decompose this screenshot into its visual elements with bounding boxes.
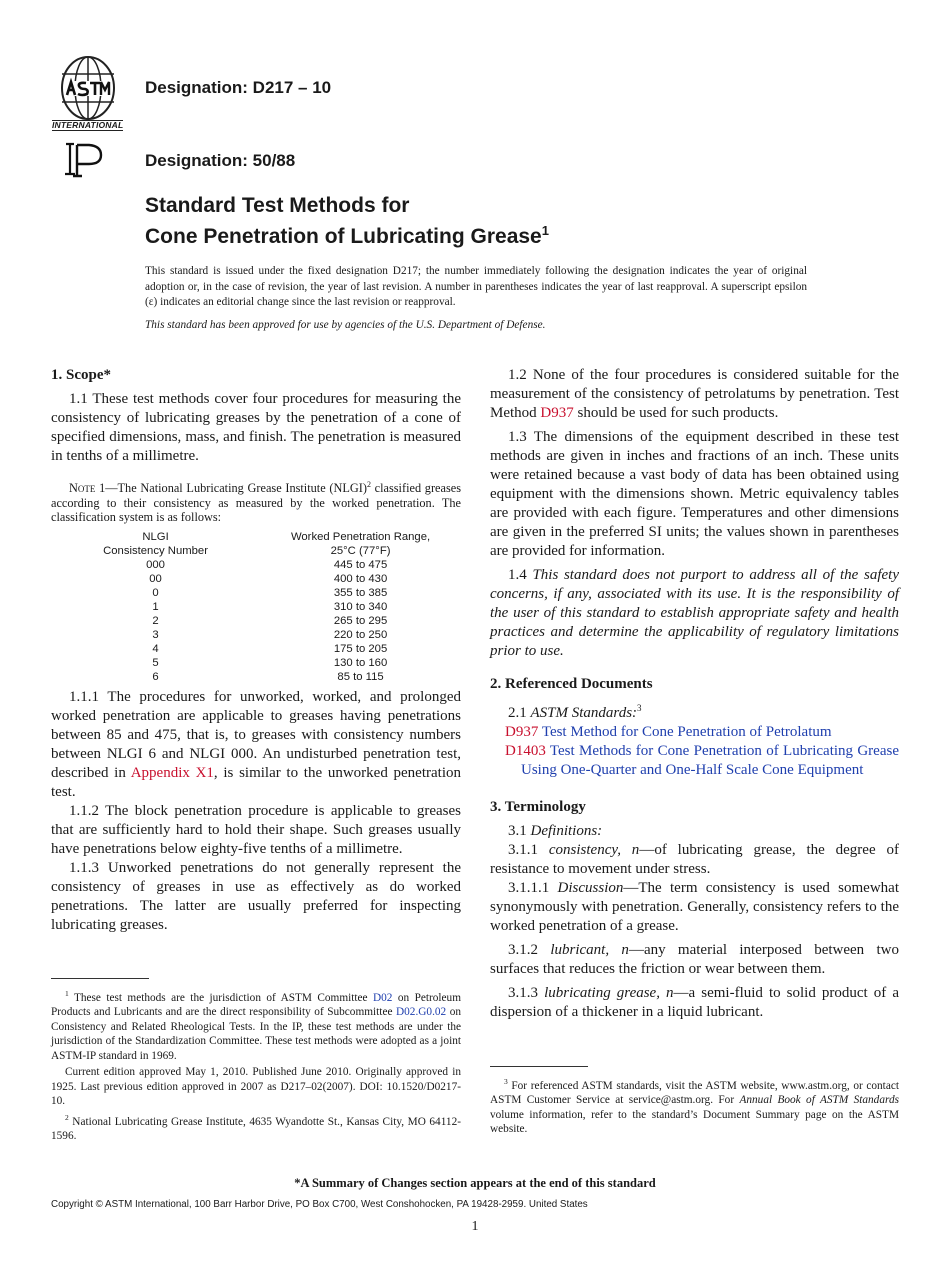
d937-link[interactable]: D937	[540, 405, 574, 421]
reference-d937-code[interactable]: D937	[505, 724, 539, 740]
para-2-1-num: 2.1	[508, 705, 531, 721]
note-1	[51, 478, 461, 525]
logo-text: INTERNATIONAL	[52, 120, 124, 130]
para-3-1-1	[490, 841, 899, 879]
footnote-1-text-a: These test methods are the jurisdiction of ASTM Committee	[68, 991, 373, 1004]
terminology-heading: 3. Terminology	[490, 799, 586, 815]
footnote-3-num: 3	[504, 1077, 508, 1086]
table-cell-grade: 3	[152, 628, 159, 641]
left-column	[51, 366, 461, 935]
para-3-1-1-1-num: 3.1.1.1	[508, 880, 558, 896]
definition-lubricating-grease: —a semi-fluid to solid product of a dispersion of a thickener in a liquid lubricant.	[490, 985, 899, 1020]
para-3-1-3-num: 3.1.3	[508, 985, 545, 1001]
copyright: Copyright © ASTM International, 100 Barr Harbor Drive, PO Box C700, West Conshohocken, PA 19428-2959. United States	[51, 1199, 588, 1210]
para-1-1: 1.1 These test methods cover four procedures for measuring the consistency of lubricating greases by the penetration of a cone of specified dimensions, mass, and finish. The penetration is measured in tenths of a millimetre.	[51, 391, 461, 464]
title-footnote-ref: 1	[541, 223, 549, 238]
footnote-3-italic: Annual Book of ASTM Standards	[739, 1094, 900, 1107]
table-header	[51, 530, 461, 558]
para-1-1-1	[51, 688, 461, 802]
footnote-1-num: 1	[65, 989, 69, 998]
table-cell-grade: 2	[152, 614, 159, 627]
footnote-3	[490, 1075, 899, 1137]
col-header-nlgi-1: NLGI	[142, 530, 169, 543]
para-3-1-num: 3.1	[508, 823, 531, 839]
table-cell-range: 220 to 250	[333, 628, 388, 641]
table-cell-grade: 1	[152, 600, 159, 613]
discussion-text: —The term consistency is used somewhat synonymously with penetration. Generally, consistency refers to the worked penetration of a grease.	[490, 880, 899, 934]
reference-d937[interactable]	[490, 723, 899, 742]
page-title	[145, 193, 549, 249]
title-line-2-text: Cone Penetration of Lubricating Grease	[145, 225, 542, 248]
table-cell-range: 310 to 340	[333, 600, 388, 613]
issue-note: This standard is issued under the fixed designation D217; the number immediately following the designation indicates the year of original adoption or, in the case of revision, the year of last revision. A number in parentheses indicates the year of last reapproval. A superscript epsilon (ε) indicates an editorial change since the last revision or reapproval.	[145, 265, 807, 308]
para-3-1	[490, 822, 899, 841]
astm-designation: Designation: D217 – 10	[145, 78, 332, 97]
note-1-text-b: classified greases according to their consistency as measured by the worked penetration. The classification system is as follows:	[51, 481, 461, 525]
summary-of-changes-note: *A Summary of Changes section appears at the end of this standard	[294, 1176, 656, 1190]
para-1-4	[490, 566, 899, 661]
col-header-nlgi	[51, 530, 260, 558]
term-lubricant: lubricant, n	[550, 942, 629, 958]
ip-designation: Designation: 50/88	[145, 151, 296, 170]
footnote-rule-right	[490, 1066, 588, 1067]
table-cell-range: 265 to 295	[333, 614, 388, 627]
table-row	[51, 656, 461, 670]
subcommittee-link[interactable]: D02.G0.02	[395, 1006, 447, 1019]
para-3-1-2	[490, 941, 899, 979]
footnote-2	[51, 1111, 461, 1144]
footnote-2-text: National Lubricating Grease Institute, 4635 Wyandotte St., Kansas City, MO 64112-1596.	[51, 1115, 461, 1143]
definition-lubricant: —any material interposed between two surfaces that reduces the friction or wear between them.	[490, 942, 900, 977]
para-1-1-3: 1.1.3 Unworked penetrations do not generally represent the consistency of greases in use as effectively as do worked penetrations. The latter are usually preferred for inspecting lubricating greases.	[51, 859, 461, 933]
astm-logo	[52, 52, 136, 132]
table-row	[51, 628, 461, 642]
para-3-1-1-num: 3.1.1	[508, 842, 549, 858]
footnote-3-text-b: volume information, refer to the standard’s Document Summary page on the ASTM website.	[490, 1108, 899, 1136]
table-row	[51, 586, 461, 600]
para-1-2-text-b: should be used for such products.	[573, 405, 779, 421]
appendix-x1-link[interactable]: Appendix X1	[130, 764, 214, 781]
table-cell-range: 355 to 385	[333, 586, 388, 599]
para-1-4-text: This standard does not purport to address all of the safety concerns, if any, associated with its use. It is the responsibility of the user of this standard to establish appropriate safety and health practices and determine the applicability of regulatory limitations prior to use.	[490, 567, 900, 659]
table-cell-grade: 5	[152, 656, 159, 669]
table-row	[51, 558, 461, 572]
table-cell-range: 85 to 115	[337, 670, 384, 683]
table-cell-grade: 4	[152, 642, 159, 655]
discussion-label: Discussion	[557, 880, 624, 896]
left-footnotes	[51, 987, 461, 1144]
table-row	[51, 670, 461, 684]
definition-consistency: —of lubricating grease, the degree of resistance to movement under stress.	[490, 842, 899, 877]
astm-standards-label: ASTM Standards:	[530, 705, 638, 721]
page-number: 1	[471, 1219, 479, 1234]
footnote-1	[51, 987, 461, 1063]
table-cell-grade: 000	[146, 558, 165, 571]
footnote-1-text-b: on Petroleum Products and Lubricants and are the direct responsibility of Subcommittee	[51, 991, 461, 1019]
footnote-2-num: 2	[65, 1112, 69, 1122]
para-1-1-1-text-a: 1.1.1 The procedures for unworked, worked, and prolonged worked penetration are applicable to greases having penetrations between 85 and 475, that is, to greases with consistency numbers between NLGI 6 and NLGI 000. An undisturbed penetration test, described in	[51, 688, 461, 781]
reference-d1403-title[interactable]: Test Methods for Cone Penetration of Lubricating Grease Using One-Quarter and One-Half Scale Cone Equipment	[521, 743, 899, 778]
table-cell-grade: 0	[152, 586, 159, 599]
para-3-1-3	[490, 984, 899, 1022]
table-cell-range: 130 to 160	[333, 656, 388, 669]
footnote-1-text-c: on Consistency and Related Rheological Tests. In the IP, these test methods are under the jurisdiction of the Standardization Committee. These test methods were adopted as a joint ASTM-IP standard in 1969.	[51, 1006, 462, 1062]
ip-logo-icon	[63, 142, 105, 178]
edition-note: Current edition approved May 1, 2010. Published June 2010. Originally approved in 1925. Last previous edition approved in 2007 as D217–02(2007). DOI: 10.1520/D0217-10.	[51, 1066, 461, 1108]
scope-heading: 1. Scope*	[51, 367, 111, 383]
table-cell-range: 445 to 475	[333, 558, 388, 571]
term-consistency: consistency, n	[548, 842, 640, 858]
term-lubricating-grease: lubricating grease, n	[544, 985, 674, 1001]
committee-d02-link[interactable]: D02	[372, 991, 393, 1004]
table-cell-range: 400 to 430	[333, 572, 388, 585]
table-cell-grade: 00	[149, 572, 162, 585]
reference-d937-title[interactable]: Test Method for Cone Penetration of Petrolatum	[538, 724, 832, 740]
nlgi-table	[51, 530, 461, 684]
right-column	[490, 366, 899, 1022]
title-line-1: Standard Test Methods for	[145, 194, 410, 217]
col-header-range-2: 25°C (77°F)	[330, 544, 391, 557]
table-cell-grade: 6	[152, 670, 159, 683]
col-header-nlgi-2: Consistency Number	[103, 544, 208, 557]
table-cell-range: 175 to 205	[333, 642, 388, 655]
para-1-2-text-a: 1.2 None of the four procedures is considered suitable for the measurement of the consistency of petrolatums by penetration. Test Method	[490, 367, 899, 421]
note-1-text-a: 1—The National Lubricating Grease Institute (NLGI)	[95, 481, 367, 496]
para-1-3: 1.3 The dimensions of the equipment described in these test methods are given in inches and fractions of an inch. These units were retained because a vast body of data has been obtained using equipment with the dimensions shown. Metric equivalency tables are provided with each figure. Temperatures and other dimensions are given in the preferred SI units; the values shown in parentheses are provided for information.	[490, 429, 899, 559]
reference-d1403[interactable]	[490, 742, 899, 780]
col-header-range	[260, 530, 461, 558]
para-3-1-1-1	[490, 879, 899, 936]
table-row	[51, 642, 461, 656]
col-header-range-1: Worked Penetration Range,	[290, 530, 431, 543]
reference-d1403-code[interactable]: D1403	[505, 743, 546, 759]
footnote-rule-left	[51, 978, 149, 979]
note-1-label: Note	[69, 481, 96, 496]
table-row	[51, 572, 461, 586]
astm-standards-footnote-ref: 3	[637, 703, 642, 713]
para-1-1-1-text-b: , is similar to the unworked penetration test.	[51, 764, 461, 800]
para-1-2	[490, 366, 899, 423]
definitions-label: Definitions:	[530, 823, 603, 839]
dod-note: This standard has been approved for use by agencies of the U.S. Department of Defense.	[145, 319, 546, 331]
note-1-footnote-ref: 2	[366, 480, 371, 489]
footnote-3-text-a: For referenced ASTM standards, visit the ASTM website, www.astm.org, or contact ASTM Customer Service at service@astm.org. For	[490, 1079, 899, 1107]
refdocs-heading: 2. Referenced Documents	[490, 676, 653, 692]
table-row	[51, 600, 461, 614]
para-3-1-2-num: 3.1.2	[508, 942, 551, 958]
para-2-1	[490, 699, 899, 723]
table-row	[51, 614, 461, 628]
para-1-4-num: 1.4	[508, 567, 533, 583]
title-line-2	[145, 218, 549, 249]
para-1-1-2: 1.1.2 The block penetration procedure is applicable to greases that are sufficiently hard to hold their shape. Such greases usually have penetrations below eighty-five tenths of a millimetre.	[51, 802, 461, 857]
ip-logo	[63, 142, 105, 178]
